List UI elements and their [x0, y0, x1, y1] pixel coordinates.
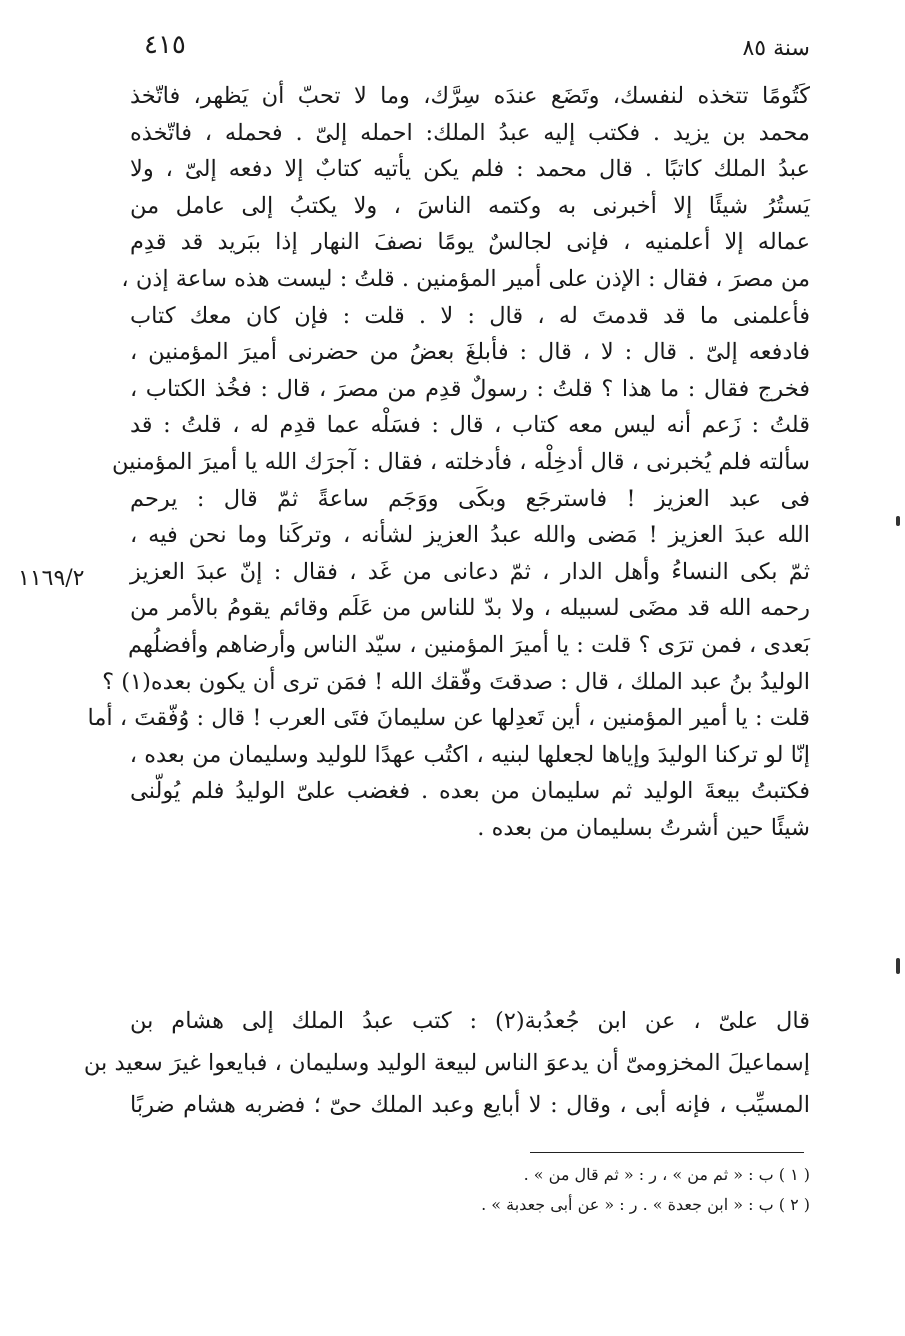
year-heading: سنة ٨٥ [742, 36, 810, 61]
footnote: ( ٢ ) ب : « ابن جعدة » . ر : « عن أبى جعدبة » . [481, 1195, 810, 1214]
text-line: فخرج فقال : ما هذا ؟ قلتُ : رسولٌ قدِم من مصرَ ، قال : فخُذ الكتاب ، [130, 375, 810, 402]
text-line: قلتُ : زَعم أنه ليس معه كتاب ، قال : فسَلْه عما قدِم له ، قلتُ : قد [130, 412, 810, 439]
text-line: كَتُومًا تتخذه لنفسك، وتَضَع عندَه سِرَّك، وما لا تحبّ أن يَظهر، فاتّخذ [130, 83, 810, 109]
text-line: فادفعه إلىّ . قال : لا ، قال : فأبلغَ بعضُ من حضرنى أميرَ المؤمنين ، [130, 339, 810, 366]
text-line: يَستُرُ شيئًا إلا أخبرنى به وكتمه الناسَ ، ولا يكتبُ إلى عامل من [130, 192, 810, 219]
text-line: سألته فلم يُخبرنى ، قال أدخِلْه ، فأدخلته ، فقال : آجرَك الله يا أميرَ المؤمنين [112, 448, 810, 475]
text-line: فى عبد العزيز ! فاسترجَع وبكَى ووَجَم ساعةً ثمّ قال : يرحم [130, 485, 810, 512]
text-line: فكتبتُ بيعةَ الوليد ثم سليمان من بعده . فغضب علىّ الوليدُ فلم يُولّنى [130, 778, 810, 805]
text-line: الله عبدَ العزيز ! مَضى والله عبدُ العزيز لشأنه ، وتركَنا وما نحن فيه ، [130, 522, 810, 549]
page-header [130, 30, 810, 74]
text-line: الوليدُ بنُ عبد الملك ، قال : صدقتَ وفّقك الله ! فمَن ترى أن يكون بعده(١) ؟ [102, 668, 810, 695]
margin-reference: ١١٦٩/٢ [18, 566, 85, 591]
page-edge-mark [896, 516, 900, 526]
footnotes [380, 1160, 810, 1220]
second-paragraph [83, 1000, 811, 1126]
text-line: بَعدى ، فمن ترَى ؟ قلت : يا أميرَ المؤمنين ، سيّد الناس وأرضاهم وأفضلُهم [128, 631, 810, 658]
page-number: ٤١٥ [144, 30, 186, 60]
text-line: عبدُ الملك كاتبًا . قال محمد : فلم يكن يأتيه كتابٌ إلا دفعه إلىّ ، ولا [130, 156, 810, 183]
text-line: رحمه الله قد مضَى لسبيله ، ولا بدّ للناس من عَلَم وقائم يقومُ بالأمر من [130, 595, 810, 622]
text-line: شيئًا حين أشرتُ بسليمان من بعده . [477, 814, 810, 841]
text-line: عماله إلا أعلمنيه ، فإنى لجالسٌ يومًا نصفَ النهار إذا ببَريد قد قدِم [130, 229, 810, 256]
text-line: ثمّ بكى النساءُ وأهل الدار ، ثمّ دعانى من غَد ، فقال : إنّ عبدَ العزيز [130, 558, 810, 585]
text-line: محمد بن يزيد . فكتب إليه عبدُ الملك: احمله إلىّ . فحمله ، فاتّخذه [130, 119, 810, 146]
text-line: قلت : يا أمير المؤمنين ، أين تَعدِلها عن سليمانَ فتَى العرب ! قال : وُفّقتَ ، أما [87, 705, 810, 732]
text-line: المسيِّب ، فإنه أبى ، وقال : لا أبايع وعبد الملك حىّ ؛ فضربه هشام ضربًا [130, 1092, 810, 1118]
footnote-divider [530, 1152, 804, 1153]
text-line: فأعلمنى ما قد قدمتَ له ، قال : لا . قلت : فإن كان معك كتاب [130, 302, 810, 329]
text-line: قال علىّ ، عن ابن جُعدُبة(٢) : كتب عبدُ الملك إلى هشام بن [130, 1008, 811, 1034]
page-edge-mark [896, 958, 900, 974]
text-line: إسماعيلَ المخزومىّ أن يدعوَ الناس لبيعة الوليد وسليمان ، فبايعوا غيرَ سعيد بن [83, 1050, 810, 1076]
text-line: من مصرَ ، فقال : الإذن على أمير المؤمنين . قلتُ : ليست هذه ساعة إذن ، [121, 265, 810, 292]
text-line: إنّا لو تركنا الوليدَ وإياها لجعلها لبنيه ، اكتُب عهدًا للوليد وسليمان من بعده ، [129, 741, 810, 768]
footnote: ( ١ ) ب : « ثم من » ، ر : « ثم قال من » . [523, 1165, 810, 1184]
main-paragraph [87, 78, 810, 846]
